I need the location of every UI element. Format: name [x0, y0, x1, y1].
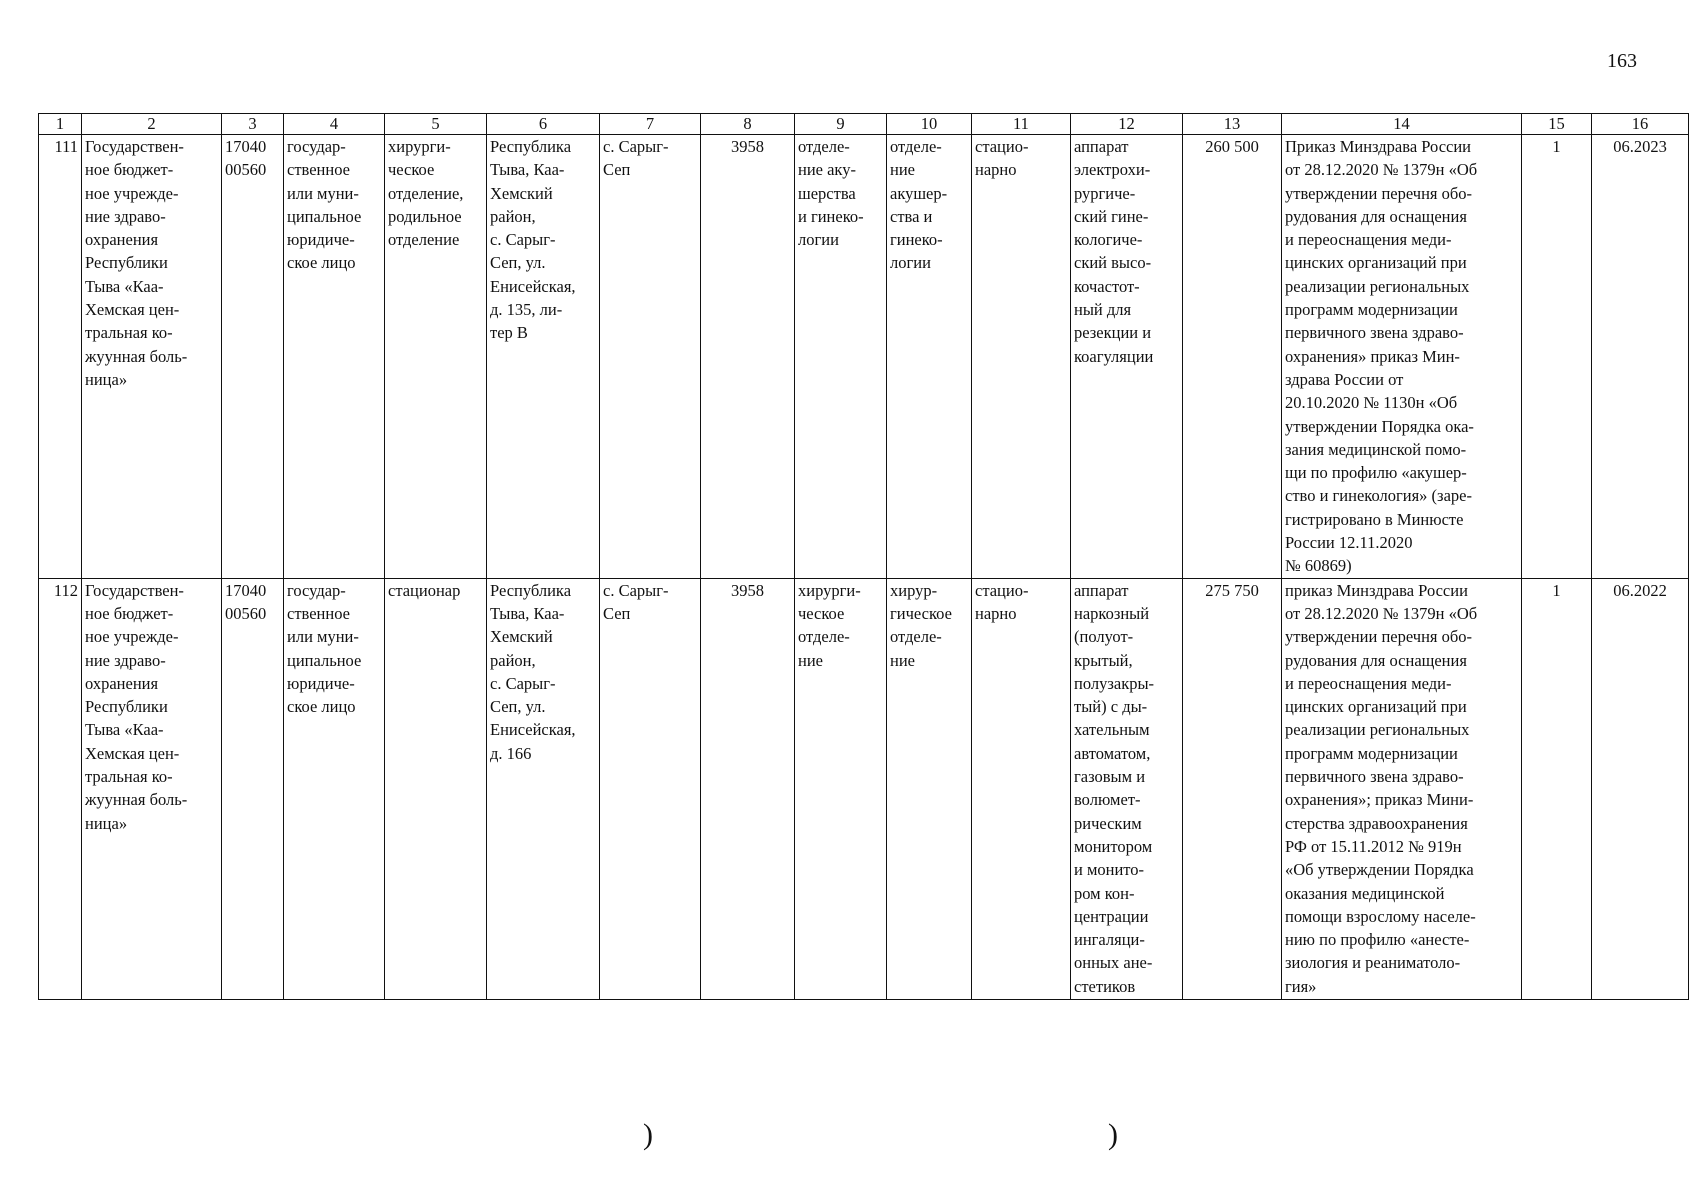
equipment-cell: аппарат электрохи- рургиче- ский гине- кологиче- ский высо- кочастот- ный для резекции и коагуляции [1071, 135, 1183, 579]
date-cell: 06.2023 [1592, 135, 1689, 579]
regulation-cell: приказ Минздрава России от 28.12.2020 № 1379н «Об утверждении перечня обо- рудования для оснащения и переоснащения меди- цинских организаций при реализации региональных программ модернизации первичного звена здраво- охранения»; приказ Мини- стерства здравоохранения РФ от 15.11.2012 № 919н «Об утверждении Порядка оказания медицинской помощи взрослому населе- нию по профилю «анесте- зиология и реаниматоло- гия» [1282, 578, 1522, 999]
profile-cell: отделе- ние акушер- ства и гинеко- логии [887, 135, 972, 579]
population-cell: 3958 [701, 135, 795, 579]
profile-cell: хирур- гическое отделе- ние [887, 578, 972, 999]
header-row [39, 114, 1689, 135]
equipment-table [38, 113, 1689, 1000]
code-cell: 17040 00560 [222, 578, 284, 999]
quantity-cell: 1 [1522, 578, 1592, 999]
code-cell: 17040 00560 [222, 135, 284, 579]
header-cell: 11 [972, 114, 1071, 135]
settlement-cell: с. Сарыг- Сеп [600, 135, 701, 579]
header-cell: 9 [795, 114, 887, 135]
header-cell: 8 [701, 114, 795, 135]
legal-form-cell: государ- ственное или муни- ципальное юридиче- ское лицо [284, 135, 385, 579]
header-cell: 13 [1183, 114, 1282, 135]
date-cell: 06.2022 [1592, 578, 1689, 999]
legal-form-cell: государ- ственное или муни- ципальное юридиче- ское лицо [284, 578, 385, 999]
equipment-cell: аппарат наркозный (полуот- крытый, полузакры- тый) с ды- хательным автоматом, газовым и волюмет- рическим монитором и монито- ром кон- центрации ингаляци- онных ане- стетиков [1071, 578, 1183, 999]
organization-cell: Государствен- ное бюджет- ное учрежде- ние здраво- охранения Республики Тыва «Каа- Хемская цен- тральная ко- жуунная боль- ница» [82, 135, 222, 579]
subdivision-cell: стационар [385, 578, 487, 999]
department-cell: хирурги- ческое отделе- ние [795, 578, 887, 999]
header-cell: 15 [1522, 114, 1592, 135]
regulation-cell: Приказ Минздрава России от 28.12.2020 № 1379н «Об утверждении перечня обо- рудования для оснащения и переоснащения меди- цинских организаций при реализации региональных программ модернизации первичного звена здраво- охранения» приказ Мин- здрава России от 20.10.2020 № 1130н «Об утверждении Порядка ока- зания медицинской помо- щи по профилю «акушер- ство и гинекология» (заре- гистрировано в Минюсте России 12.11.2020 № 60869) [1282, 135, 1522, 579]
scan-mark-right: ) [1108, 1118, 1118, 1151]
row-number-cell: 111 [39, 135, 82, 579]
scan-mark-left: ) [643, 1118, 653, 1151]
header-cell: 5 [385, 114, 487, 135]
header-cell: 12 [1071, 114, 1183, 135]
header-cell: 3 [222, 114, 284, 135]
care-condition-cell: стацио- нарно [972, 135, 1071, 579]
quantity-cell: 1 [1522, 135, 1592, 579]
care-condition-cell: стацио- нарно [972, 578, 1071, 999]
header-cell: 6 [487, 114, 600, 135]
header-cell: 10 [887, 114, 972, 135]
cost-cell: 275 750 [1183, 578, 1282, 999]
table-row [39, 135, 1689, 579]
subdivision-cell: хирурги- ческое отделение, родильное отделение [385, 135, 487, 579]
page-number: 163 [1607, 50, 1637, 72]
header-cell: 14 [1282, 114, 1522, 135]
header-cell: 16 [1592, 114, 1689, 135]
address-cell: Республика Тыва, Каа- Хемский район, с. Сарыг- Сеп, ул. Енисейская, д. 135, ли- тер В [487, 135, 600, 579]
address-cell: Республика Тыва, Каа- Хемский район, с. Сарыг- Сеп, ул. Енисейская, д. 166 [487, 578, 600, 999]
header-cell: 7 [600, 114, 701, 135]
cost-cell: 260 500 [1183, 135, 1282, 579]
row-number-cell: 112 [39, 578, 82, 999]
header-cell: 1 [39, 114, 82, 135]
settlement-cell: с. Сарыг- Сеп [600, 578, 701, 999]
population-cell: 3958 [701, 578, 795, 999]
organization-cell: Государствен- ное бюджет- ное учрежде- ние здраво- охранения Республики Тыва «Каа- Хемская цен- тральная ко- жуунная боль- ница» [82, 578, 222, 999]
department-cell: отделе- ние аку- шерства и гинеко- логии [795, 135, 887, 579]
table-row [39, 578, 1689, 999]
header-cell: 4 [284, 114, 385, 135]
header-cell: 2 [82, 114, 222, 135]
